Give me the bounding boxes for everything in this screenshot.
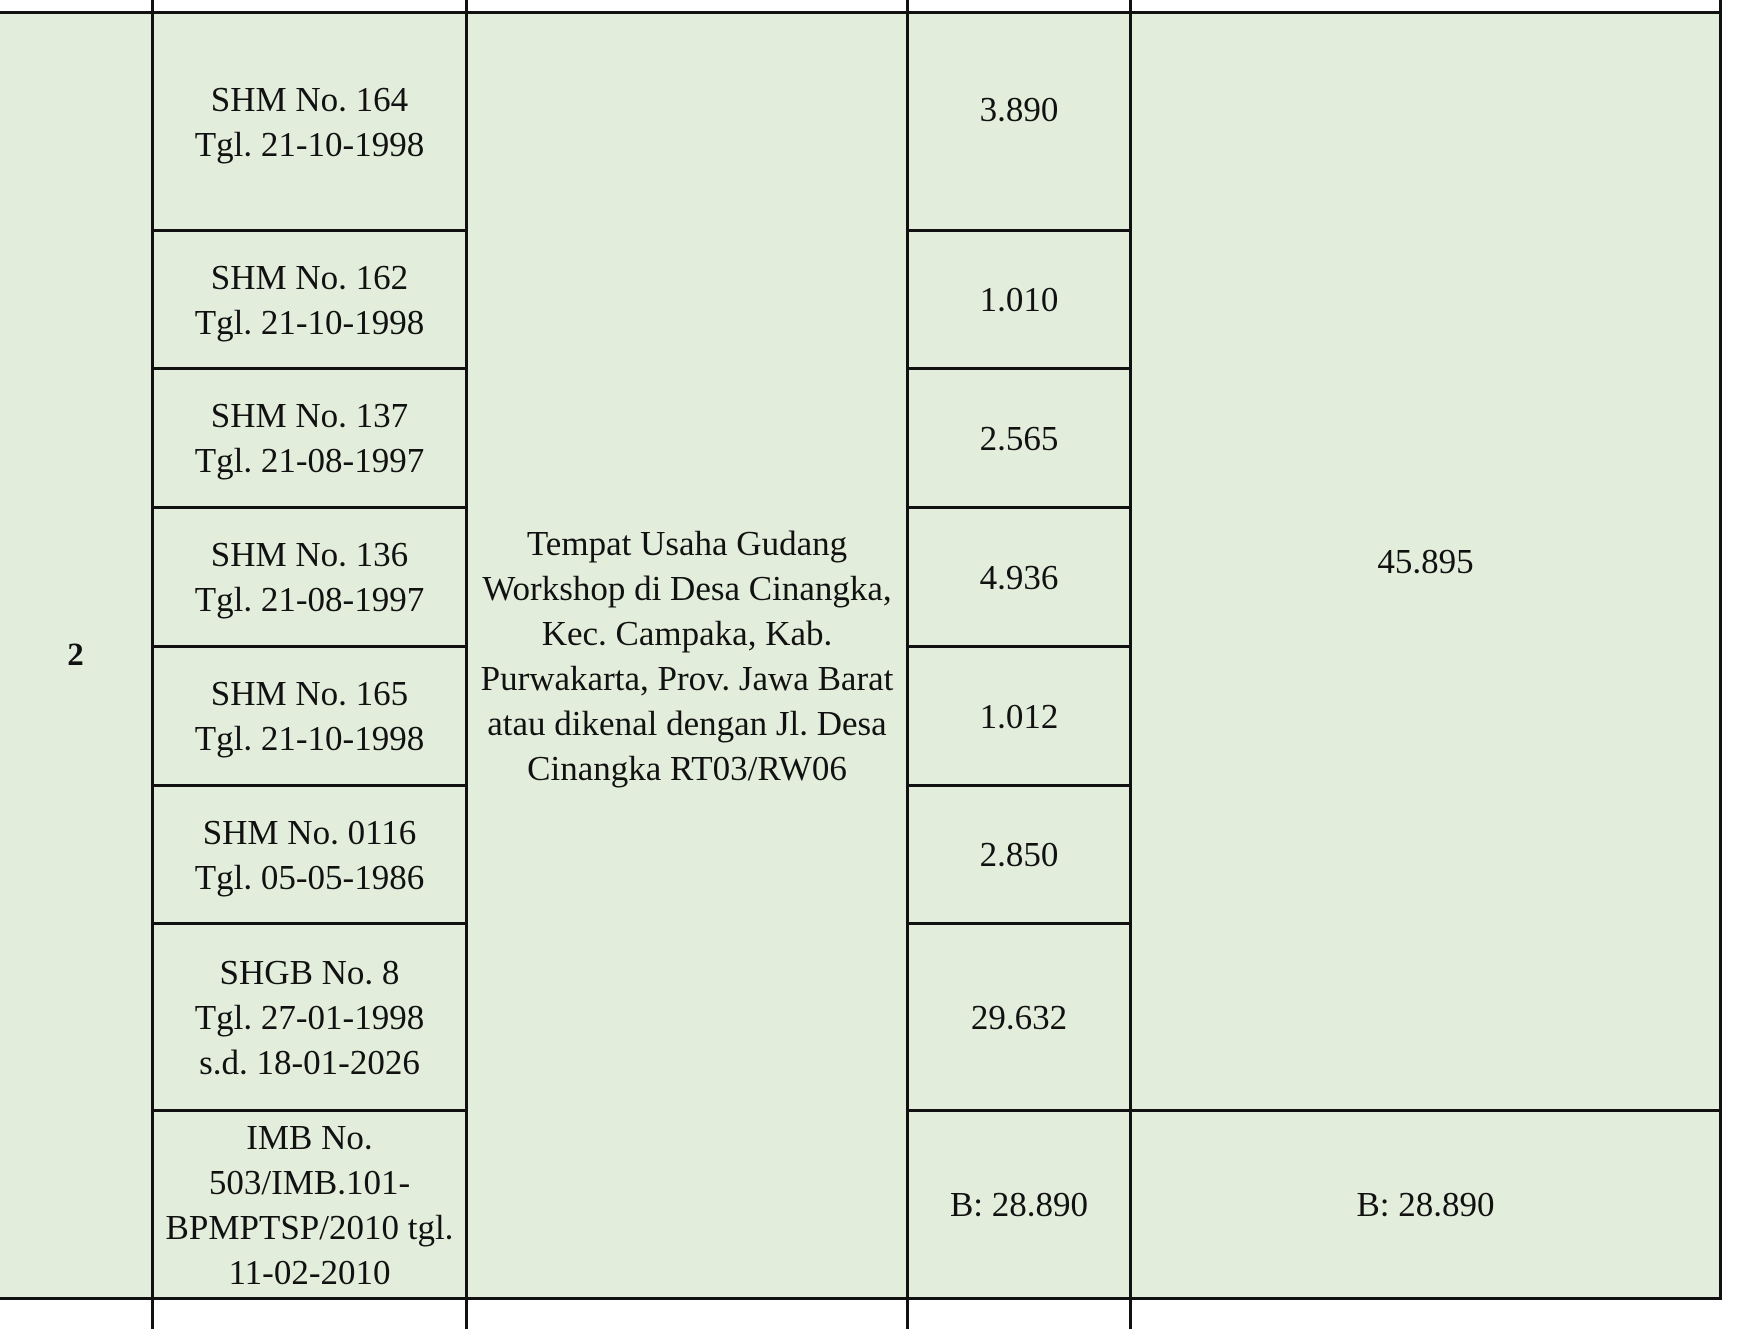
area-value: 29.632 [970,997,1068,1037]
document-date: Tgl. 27-01-1998 [194,997,425,1037]
area-value: 3.890 [979,90,1059,129]
area-value: 1.010 [979,280,1059,319]
location-line: Workshop di Desa Cinangka, [482,568,892,608]
area-value: 4.936 [979,557,1059,597]
row-number: 2 [67,637,84,673]
area-value: 1.012 [979,696,1059,736]
table-border-top [0,11,1722,14]
document-title: IMB No. [246,1117,373,1157]
document-date: Tgl. 21-10-1998 [194,719,425,758]
document-number: 503/IMB.101- [208,1162,411,1202]
location-line: atau dikenal dengan Jl. Desa [487,703,887,743]
area-cell [909,14,1129,229]
document-title: SHM No. 0116 [202,812,417,852]
document-cell [154,787,465,922]
document-number: BPMPTSP/2010 tgl. [165,1207,454,1247]
document-title: SHM No. 162 [210,257,409,297]
row-divider [906,1109,1722,1112]
location-cell [468,14,906,1297]
row-divider [906,367,1129,370]
document-date: Tgl. 21-08-1997 [194,441,425,480]
row-divider [906,506,1129,509]
document-cell [154,370,465,506]
area-cell [909,509,1129,645]
document-cell [154,232,465,367]
document-cell [154,509,465,645]
document-cell [154,14,465,229]
area-value: 2.565 [979,418,1059,458]
document-date: Tgl. 21-08-1997 [194,580,425,619]
row-divider [151,922,465,925]
row-divider [151,1109,465,1112]
total-area-value: 45.895 [1377,542,1474,581]
document-title: SHM No. 137 [210,396,409,435]
row-divider [906,645,1129,648]
document-date: Tgl. 05-05-1986 [194,857,425,897]
area-cell [909,648,1129,784]
document-validity: s.d. 18-01-2026 [199,1042,420,1082]
row-divider [906,922,1129,925]
area-cell [909,370,1129,506]
column-divider [151,0,154,1329]
document-date: Tgl. 21-10-1998 [194,124,425,164]
column-divider [465,0,468,1329]
row-divider [151,506,465,509]
row-divider [906,229,1129,232]
column-divider [1129,0,1132,1329]
row-divider [151,367,465,370]
location-line: Tempat Usaha Gudang [526,523,848,563]
location-line: Kec. Campaka, Kab. [541,613,833,653]
table-border-bottom [0,1297,1722,1300]
location-line: Purwakarta, Prov. Jawa Barat [480,658,894,698]
row-divider [151,229,465,232]
document-title: SHGB No. 8 [219,952,400,992]
area-cell [909,787,1129,922]
row-divider [906,784,1129,787]
building-area-value: B: 28.890 [949,1185,1089,1224]
row-divider [151,645,465,648]
total-building-cell [1132,1112,1719,1297]
total-area-cell [1132,14,1719,1109]
document-title: SHM No. 136 [210,535,409,574]
document-cell [154,925,465,1109]
table-border-right [1719,0,1722,1300]
document-date: 11-02-2010 [228,1252,391,1292]
row-number-cell [0,14,151,1297]
document-cell [154,1112,465,1297]
area-value: 2.850 [979,835,1059,874]
area-cell [909,1112,1129,1297]
document-title: SHM No. 165 [210,674,409,713]
total-building-value: B: 28.890 [1356,1185,1495,1224]
document-date: Tgl. 21-10-1998 [194,302,425,342]
area-cell [909,925,1129,1109]
row-divider [151,784,465,787]
document-cell [154,648,465,784]
location-line: Cinangka RT03/RW06 [527,748,847,788]
area-cell [909,232,1129,367]
document-title: SHM No. 164 [210,79,409,119]
column-divider [906,0,909,1329]
